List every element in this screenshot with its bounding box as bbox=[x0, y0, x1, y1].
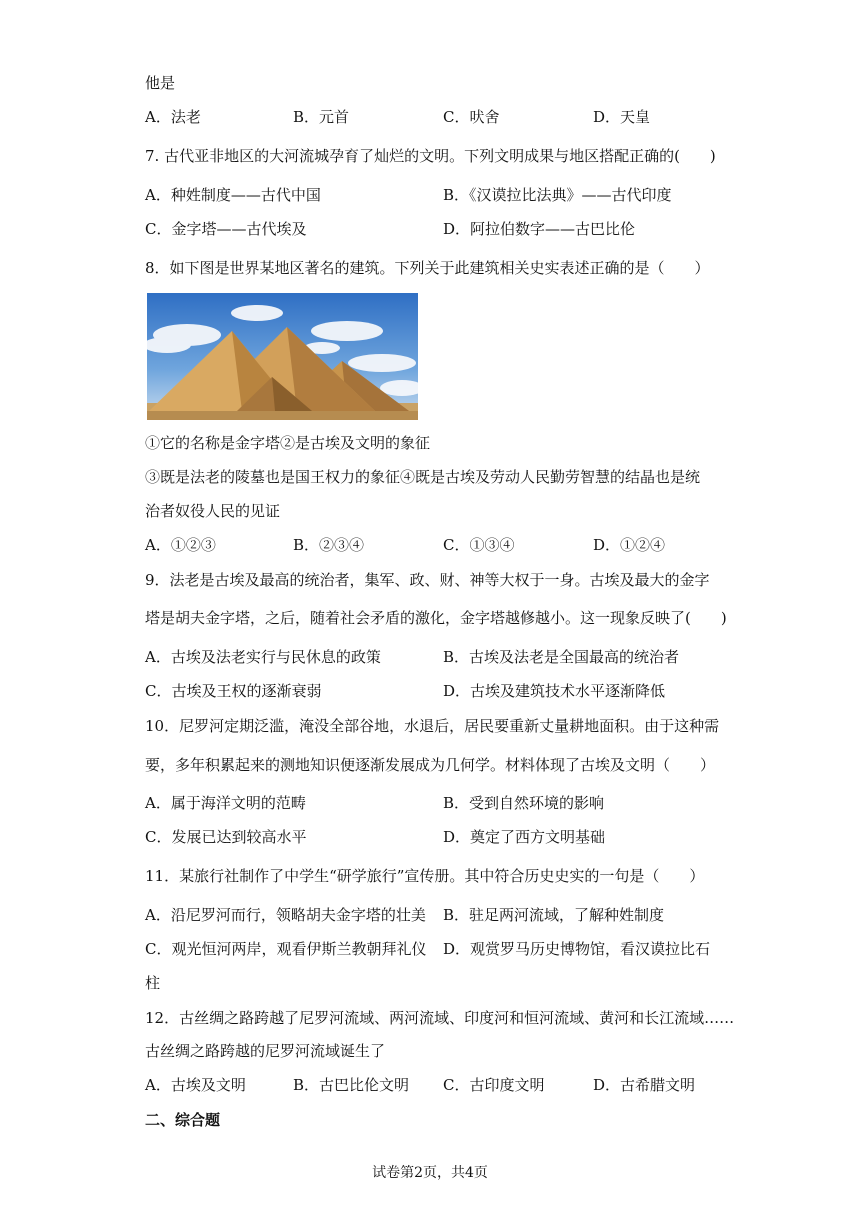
q6-option-d: D．天皇 bbox=[593, 108, 651, 126]
q10-option-b: B．受到自然环境的影响 bbox=[443, 794, 605, 812]
q6-stem-tail: 他是 bbox=[145, 74, 176, 92]
q8-option-b: B．②③④ bbox=[293, 536, 365, 554]
q12-stem-line-2: 古丝绸之路跨越的尼罗河流域诞生了 bbox=[145, 1042, 386, 1060]
q9-option-d: D．古埃及建筑技术水平逐渐降低 bbox=[443, 682, 666, 700]
q9-stem-line-1: 9．法老是古埃及最高的统治者，集军、政、财、神等大权于一身。古埃及最大的金字 bbox=[145, 571, 710, 589]
q11-option-a: A．沿尼罗河而行，领略胡夫金字塔的壮美 bbox=[145, 906, 426, 924]
q11-option-b: B．驻足两河流域，了解种姓制度 bbox=[443, 906, 665, 924]
q12-option-d: D．古希腊文明 bbox=[593, 1076, 696, 1094]
q12-stem-line-1: 12．古丝绸之路跨越了尼罗河流域、两河流域、印度河和恒河流域、黄河和长江流域…… bbox=[145, 1009, 735, 1027]
q10-option-c: C．发展已达到较高水平 bbox=[145, 828, 307, 846]
q9-stem-line-2: 塔是胡夫金字塔，之后，随着社会矛盾的激化，金字塔越修越小。这一现象反映了( ) bbox=[145, 609, 727, 627]
q11-option-c: C．观光恒河两岸，观看伊斯兰教朝拜礼仪 bbox=[145, 940, 427, 958]
q7-option-b: B．《汉谟拉比法典》——古代印度 bbox=[443, 186, 672, 204]
q12-option-c: C．古印度文明 bbox=[443, 1076, 545, 1094]
q9-option-c: C．古埃及王权的逐渐衰弱 bbox=[145, 682, 322, 700]
q8-option-c: C．①③④ bbox=[443, 536, 515, 554]
q6-option-c: C．吠舍 bbox=[443, 108, 500, 126]
section-heading: 二、综合题 bbox=[145, 1111, 221, 1129]
q10-option-d: D．奠定了西方文明基础 bbox=[443, 828, 606, 846]
q7-option-c: C．金字塔——古代埃及 bbox=[145, 220, 307, 238]
q12-option-b: B．古巴比伦文明 bbox=[293, 1076, 410, 1094]
q8-stem: 8．如下图是世界某地区著名的建筑。下列关于此建筑相关史实表述正确的是（ ） bbox=[145, 259, 710, 277]
q8-statement-1: ①它的名称是金字塔②是古埃及文明的象征 bbox=[145, 434, 431, 452]
q11-option-d: D．观赏罗马历史博物馆，看汉谟拉比石 bbox=[443, 940, 711, 958]
q9-option-a: A．古埃及法老实行与民休息的政策 bbox=[145, 648, 381, 666]
q10-stem-line-2: 要，多年积累起来的测地知识便逐渐发展成为几何学。材料体现了古埃及文明（ ） bbox=[145, 756, 716, 774]
q8-option-d: D．①②④ bbox=[593, 536, 666, 554]
q7-stem: 7. 古代亚非地区的大河流城孕育了灿烂的文明。下列文明成果与地区搭配正确的( ) bbox=[145, 147, 716, 165]
q8-statement-3: 治者奴役人民的见证 bbox=[145, 502, 281, 520]
page-footer: 试卷第2页，共4页 bbox=[372, 1165, 488, 1181]
pyramids-image bbox=[147, 293, 418, 420]
q6-option-a: A．法老 bbox=[145, 108, 201, 126]
q9-option-b: B．古埃及法老是全国最高的统治者 bbox=[443, 648, 680, 666]
q11-option-d-continuation: 柱 bbox=[145, 974, 161, 992]
q12-option-a: A．古埃及文明 bbox=[145, 1076, 246, 1094]
q10-stem-line-1: 10．尼罗河定期泛滥，淹没全部谷地，水退后，居民要重新丈量耕地面积。由于这种需 bbox=[145, 717, 720, 735]
q6-option-b: B．元首 bbox=[293, 108, 350, 126]
q7-option-d: D．阿拉伯数字——古巴比伦 bbox=[443, 220, 636, 238]
q8-option-a: A．①②③ bbox=[145, 536, 216, 554]
q10-option-a: A．属于海洋文明的范畴 bbox=[145, 794, 306, 812]
q8-statement-2: ③既是法老的陵墓也是国王权力的象征④既是古埃及劳动人民勤劳智慧的结晶也是统 bbox=[145, 468, 701, 486]
q11-stem: 11．某旅行社制作了中学生“研学旅行”宣传册。其中符合历史史实的一句是（ ） bbox=[145, 867, 705, 885]
q7-option-a: A．种姓制度——古代中国 bbox=[145, 186, 321, 204]
